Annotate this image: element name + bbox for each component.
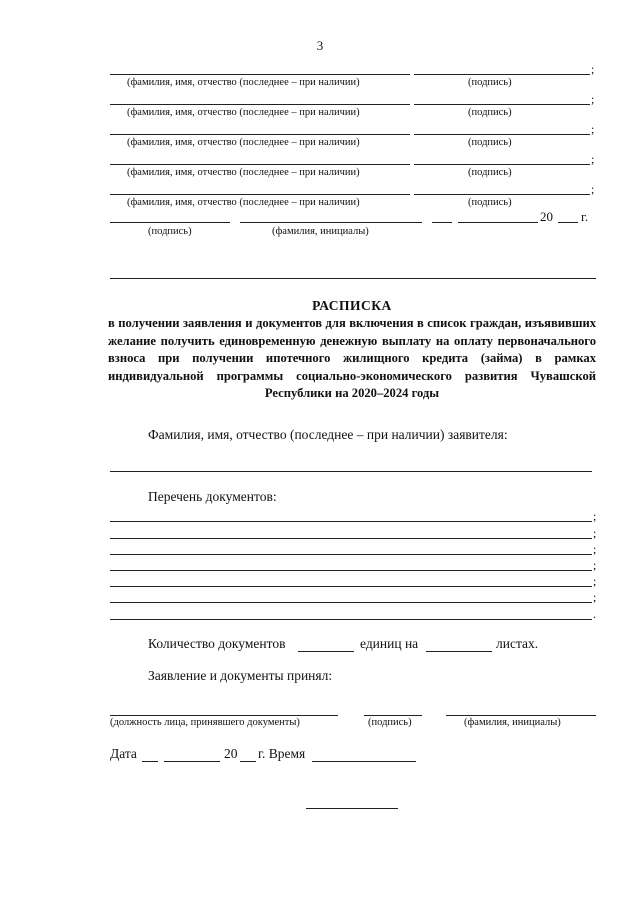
semicolon: ;: [593, 590, 597, 604]
signature-line: [414, 74, 590, 75]
semicolon: ;: [593, 574, 597, 588]
year-prefix: 20: [540, 209, 553, 224]
name-line: [110, 104, 410, 105]
separator-line: [110, 278, 596, 279]
document-line: [110, 619, 592, 620]
name-initials-line: [240, 222, 422, 223]
date-day-line: [142, 761, 158, 762]
signature-caption: (подпись): [148, 226, 192, 237]
count-text-1: Количество документов: [148, 636, 286, 651]
signature-line: [110, 222, 230, 223]
documents-label: Перечень документов:: [148, 489, 277, 504]
name-line: [110, 164, 410, 165]
signature-line: [414, 194, 590, 195]
footer-line: [306, 808, 398, 809]
signature-caption: (подпись): [468, 167, 512, 178]
name-caption: (фамилия, имя, отчество (последнее – при наличии): [127, 167, 360, 178]
name-caption: (фамилия, имя, отчество (последнее – при наличии): [127, 107, 360, 118]
signature-caption: (подпись): [468, 107, 512, 118]
position-line: [110, 715, 338, 716]
signature-line: [414, 104, 590, 105]
date-year-suffix: г. Время: [258, 746, 306, 761]
date-month-line: [164, 761, 220, 762]
acceptor-signature-line: [364, 715, 422, 716]
name-caption: (фамилия, имя, отчество (последнее – при наличии): [127, 197, 360, 208]
applicant-label: Фамилия, имя, отчество (последнее – при наличии) заявителя:: [148, 427, 508, 442]
document-line: [110, 554, 592, 555]
semicolon: ;: [591, 62, 595, 76]
count-text-2: единиц на: [360, 636, 419, 651]
count-text-3: листах.: [496, 636, 539, 651]
semicolon: ;: [591, 182, 595, 196]
time-line: [312, 761, 416, 762]
acceptor-name-caption: (фамилия, инициалы): [464, 717, 561, 728]
name-caption: (фамилия, имя, отчество (последнее – при наличии): [127, 77, 360, 88]
document-line: [110, 521, 592, 522]
semicolon: ;: [593, 509, 597, 523]
name-initials-caption: (фамилия, инициалы): [272, 226, 369, 237]
acceptor-name-line: [446, 715, 596, 716]
applicant-line: [110, 471, 592, 472]
signature-caption: (подпись): [468, 197, 512, 208]
semicolon: ;: [593, 558, 597, 572]
semicolon: ;: [593, 542, 597, 556]
day-line: [432, 222, 452, 223]
signature-caption: (подпись): [468, 77, 512, 88]
document-line: [110, 538, 592, 539]
date-year-prefix: 20: [224, 746, 238, 761]
period: .: [593, 607, 596, 621]
semicolon: ;: [591, 92, 595, 106]
semicolon: ;: [591, 122, 595, 136]
document-line: [110, 570, 592, 571]
signature-line: [414, 164, 590, 165]
document-line: [110, 602, 592, 603]
signature-line: [414, 134, 590, 135]
document-line: [110, 586, 592, 587]
accepted-label: Заявление и документы принял:: [148, 668, 333, 683]
year-suffix: г.: [581, 209, 589, 224]
date-year-line: [240, 761, 256, 762]
name-line: [110, 194, 410, 195]
name-line: [110, 134, 410, 135]
month-line: [458, 222, 538, 223]
year-line: [558, 222, 578, 223]
sheets-count-line: [426, 651, 492, 652]
receipt-subtitle: в получении заявления и документов для включения в список граждан, изъявивших желание получить единовременную денежную выплату на оплату первоначального взноса при получении ипотечного жилищного кредита (займа) в рамках индивидуальной программы социально-экономического развития Чувашской Республики на 2020–2024 годы: [108, 316, 596, 400]
signature-caption: (подпись): [468, 137, 512, 148]
semicolon: ;: [593, 526, 597, 540]
name-line: [110, 74, 410, 75]
receipt-title: РАСПИСКА: [312, 298, 392, 313]
page-number: 3: [316, 38, 324, 53]
documents-count-line: [298, 651, 354, 652]
position-caption: (должность лица, принявшего документы): [110, 717, 300, 728]
acceptor-signature-caption: (подпись): [368, 717, 412, 728]
date-label: Дата: [110, 746, 137, 761]
name-caption: (фамилия, имя, отчество (последнее – при наличии): [127, 137, 360, 148]
semicolon: ;: [591, 152, 595, 166]
